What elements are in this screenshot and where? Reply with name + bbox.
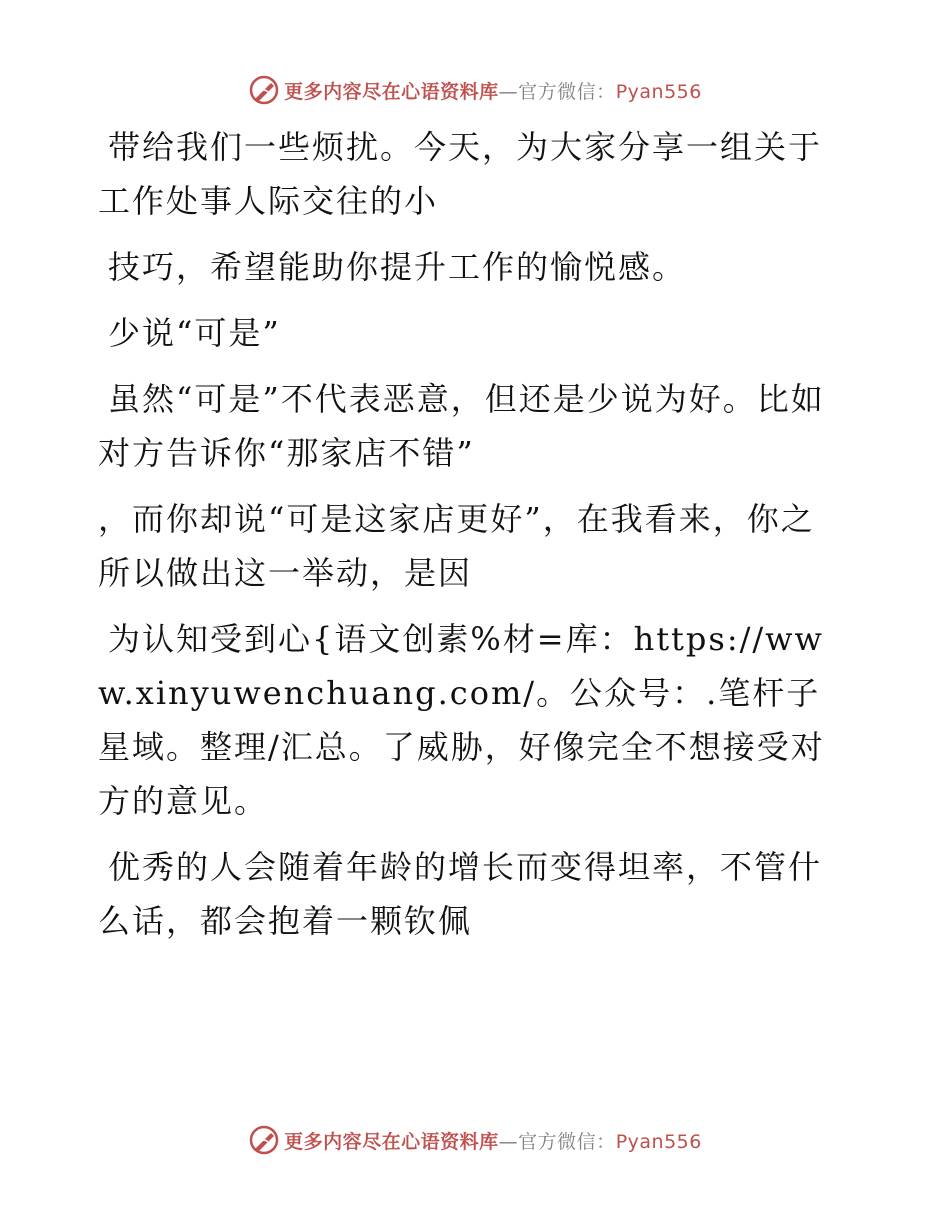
header-banner [0,70,950,110]
header-banner-text [284,77,702,104]
footer-banner-id: Pyan556 [615,1130,702,1153]
paragraph-4: 虽然“可是”不代表恶意，但还是少说为好。比如对方告诉你“那家店不错” [98,380,825,472]
paragraph-6: 为认知受到心{语文创素%材=库：https://www.xinyuwenchuang.com/。公众号：.笔杆子星域。整理/汇总。了威胁，好像完全不想接受对方的意见。 [98,620,825,820]
footer-banner-mid: —官方微信： [498,1130,616,1153]
paragraph-1: 带给我们一些烦扰。今天，为大家分享一组关于工作处事人际交往的小 [98,128,823,220]
header-banner-lead: 更多内容尽在心语资料库 [284,80,499,103]
header-banner-mid: —官方微信： [498,80,616,103]
document-body [98,120,838,960]
footer-banner-text [284,1127,702,1154]
paragraph-7: 优秀的人会随着年龄的增长而变得坦率，不管什么话，都会抱着一颗钦佩 [98,848,823,940]
paragraph-3-heading: 少说“可是” [108,314,281,352]
footer-banner-lead: 更多内容尽在心语资料库 [284,1130,499,1153]
header-banner-id: Pyan556 [615,80,702,103]
footer-banner [0,1120,950,1160]
paragraph-5: ，而你却说“可是这家店更好”，在我看来，你之所以做出这一举动，是因 [98,500,815,592]
paragraph-2: 技巧，希望能助你提升工作的愉悦感。 [108,248,687,286]
pen-seal-logo-icon [248,1124,280,1156]
pen-seal-logo-icon [248,74,280,106]
